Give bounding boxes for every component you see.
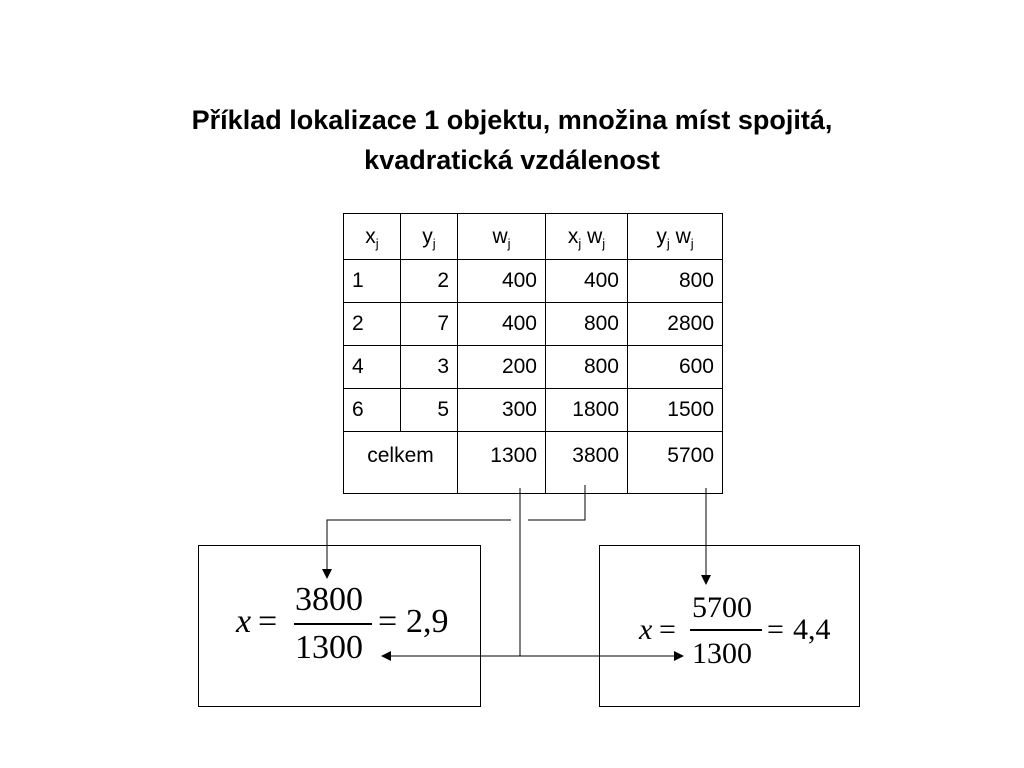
header-yj: $y_j$	[401, 214, 458, 260]
formula-x	[198, 545, 481, 707]
header-xj-wj: $x_j$ $w_j$	[546, 214, 628, 260]
table-row	[344, 346, 723, 389]
formula-x-result: 2,9	[406, 603, 449, 640]
cell: 4	[344, 346, 401, 389]
formula-x-fraction-bar	[294, 623, 372, 625]
table-header-row	[344, 214, 723, 260]
title-line-2: kvadratická vzdálenost	[364, 145, 660, 175]
cell: 400	[458, 260, 546, 303]
formula-x-variable: x	[236, 603, 252, 640]
formula-y-fraction-bar	[690, 629, 762, 631]
cell: 800	[546, 303, 628, 346]
table-row	[344, 303, 723, 346]
cell: 300	[458, 389, 546, 432]
cell: 1500	[628, 389, 723, 432]
cell: 7	[401, 303, 458, 346]
total-w: 1300	[458, 432, 546, 494]
formula-y-variable: x	[639, 613, 653, 646]
header-yj-wj: $y_j$ $w_j$	[628, 214, 723, 260]
cell: 800	[546, 346, 628, 389]
table-row	[344, 389, 723, 432]
table-row	[344, 260, 723, 303]
cell: 2800	[628, 303, 723, 346]
formula-x-equals-2: =	[378, 603, 398, 640]
formula-y-equals: =	[659, 613, 676, 646]
formula-y-result: 4,4	[793, 613, 831, 646]
formula-y-numerator: 5700	[692, 591, 752, 624]
cell: 3	[401, 346, 458, 389]
cell: 6	[344, 389, 401, 432]
cell: 2	[401, 260, 458, 303]
data-table	[343, 213, 723, 494]
formula-x-numerator: 3800	[295, 581, 363, 618]
title-line-1: Příklad lokalizace 1 objektu, množina míst spojitá,	[191, 105, 833, 135]
header-xj: $x_j$	[344, 214, 401, 260]
cell: 5	[401, 389, 458, 432]
formula-y-denominator: 1300	[692, 637, 752, 670]
cell: 2	[344, 303, 401, 346]
formula-x-denominator: 1300	[295, 629, 363, 666]
cell: 400	[546, 260, 628, 303]
cell: 1800	[546, 389, 628, 432]
slide-title	[0, 100, 1024, 180]
total-xw: 3800	[546, 432, 628, 494]
total-yw: 5700	[628, 432, 723, 494]
cell: 800	[628, 260, 723, 303]
cell: 200	[458, 346, 546, 389]
formula-x-equals: =	[258, 603, 278, 640]
formula-y	[599, 545, 860, 707]
table-total-row	[344, 432, 723, 494]
formula-y-equals-2: =	[767, 613, 784, 646]
cell: 400	[458, 303, 546, 346]
cell: 1	[344, 260, 401, 303]
header-wj: $w_j$	[458, 214, 546, 260]
total-label: celkem	[344, 432, 458, 494]
cell: 600	[628, 346, 723, 389]
